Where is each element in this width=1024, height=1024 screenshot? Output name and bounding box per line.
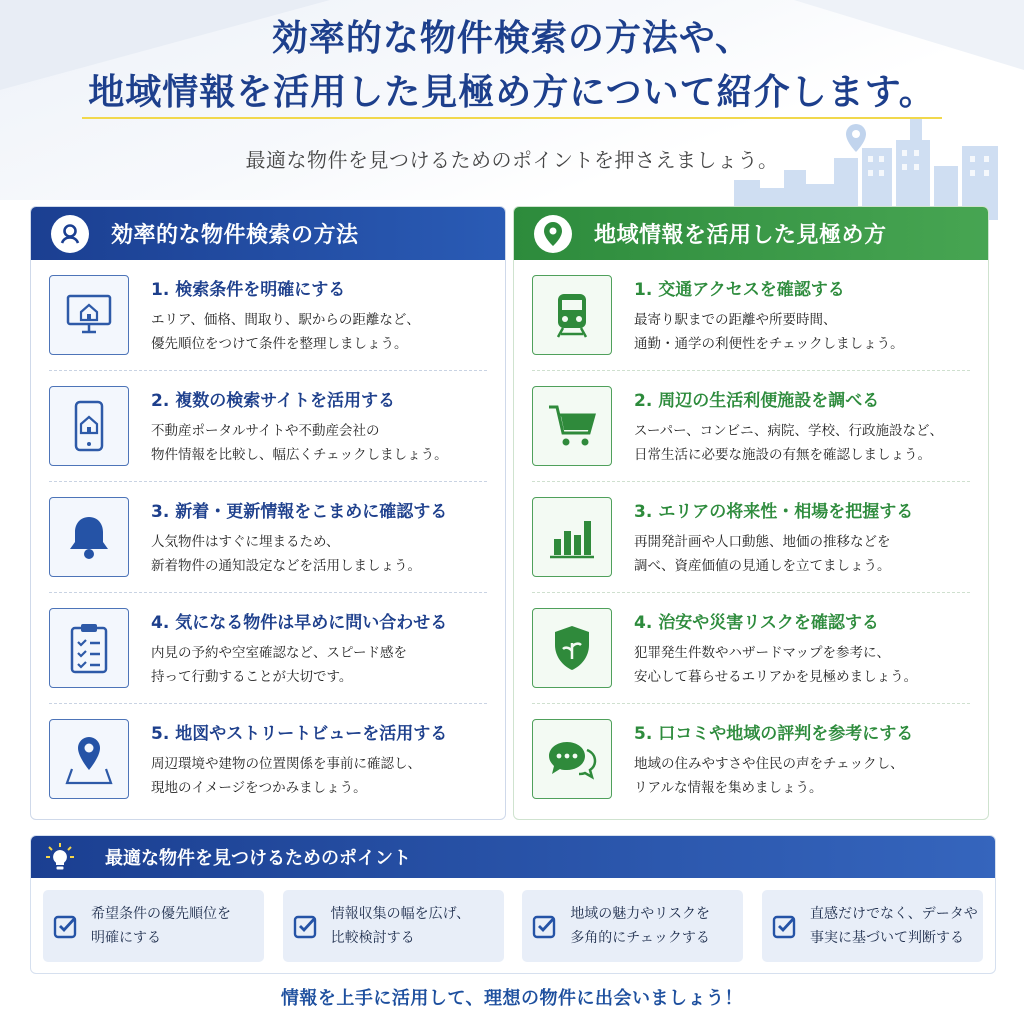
list-item xyxy=(532,260,970,371)
checkbox-icon xyxy=(772,913,798,939)
list-item xyxy=(49,482,487,593)
item-title: 1. 検索条件を明確にする xyxy=(151,279,346,300)
item-title: 3. エリアの将来性・相場を把握する xyxy=(634,501,914,522)
item-desc-line-2: 物件情報を比較し、幅広くチェックしましょう。 xyxy=(151,446,448,463)
chat-bubbles-icon xyxy=(532,719,612,799)
item-desc-line-1: 最寄り駅までの距離や所要時間、 xyxy=(634,311,837,328)
item-desc-line-2: 安心して暮らせるエリアかを見極めましょう。 xyxy=(634,668,918,685)
list-item xyxy=(532,704,970,814)
point-card xyxy=(43,890,264,962)
item-title: 5. 口コミや地域の評判を参考にする xyxy=(634,723,914,744)
clipboard-checklist-icon xyxy=(49,608,129,688)
shopping-cart-icon xyxy=(532,386,612,466)
point-line-2: 比較検討する xyxy=(330,930,415,946)
area-info-header xyxy=(514,207,988,260)
item-title: 4. 気になる物件は早めに問い合わせる xyxy=(151,612,448,633)
item-title: 3. 新着・更新情報をこまめに確認する xyxy=(151,501,448,522)
page-header xyxy=(0,14,1024,173)
item-title: 4. 治安や災害リスクを確認する xyxy=(634,612,879,633)
item-desc-line-1: スーパー、コンビニ、病院、学校、行政施設など、 xyxy=(634,422,944,439)
item-desc-line-2: 新着物件の通知設定などを活用しましょう。 xyxy=(151,557,421,574)
search-icon xyxy=(51,215,89,253)
point-line-2: 事実に基づいて判断する xyxy=(809,930,964,946)
item-desc-line-2: 日常生活に必要な施設の有無を確認しましょう。 xyxy=(634,446,931,463)
bell-icon xyxy=(49,497,129,577)
point-line-1: 情報収集の幅を広げ、 xyxy=(330,906,471,922)
search-methods-panel xyxy=(30,206,506,820)
point-card xyxy=(762,890,983,962)
item-desc-line-2: 持って行動することが大切です。 xyxy=(151,668,353,685)
lightbulb-icon xyxy=(45,842,75,872)
list-item xyxy=(532,593,970,704)
search-methods-heading: 効率的な物件検索の方法 xyxy=(111,223,359,248)
key-points-header xyxy=(31,836,995,878)
item-desc-line-2: 調べ、資産価値の見通しを立てましょう。 xyxy=(634,557,891,574)
page-subtitle: 最適な物件を見つけるためのポイントを押さえましょう。 xyxy=(245,148,779,172)
bar-chart-icon xyxy=(532,497,612,577)
train-icon xyxy=(532,275,612,355)
list-item xyxy=(532,482,970,593)
area-info-panel xyxy=(513,206,989,820)
list-item xyxy=(49,371,487,482)
list-item xyxy=(49,704,487,814)
smartphone-house-icon xyxy=(49,386,129,466)
list-item xyxy=(49,260,487,371)
shield-icon xyxy=(532,608,612,688)
point-card xyxy=(283,890,504,962)
computer-house-icon xyxy=(49,275,129,355)
location-pin-icon xyxy=(534,215,572,253)
list-item xyxy=(532,371,970,482)
checkbox-icon xyxy=(293,913,319,939)
item-title: 1. 交通アクセスを確認する xyxy=(634,279,845,300)
item-title: 2. 周辺の生活利便施設を調べる xyxy=(634,390,880,411)
point-card xyxy=(522,890,743,962)
item-desc-line-1: 犯罪発生件数やハザードマップを参考に、 xyxy=(634,644,890,661)
list-item xyxy=(49,593,487,704)
item-desc-line-1: 不動産ポータルサイトや不動産会社の xyxy=(151,422,380,439)
key-points-section xyxy=(30,835,996,974)
closing-message: 情報を上手に活用して、理想の物件に出会いましょう！ xyxy=(280,988,744,1009)
point-line-2: 多角的にチェックする xyxy=(570,930,710,946)
item-desc-line-2: 優先順位をつけて条件を整理しましょう。 xyxy=(151,335,408,352)
key-points-heading: 最適な物件を見つけるためのポイント xyxy=(105,848,411,869)
area-info-heading: 地域情報を活用した見極め方 xyxy=(594,223,887,248)
item-desc-line-2: 通勤・通学の利便性をチェックしましょう。 xyxy=(634,335,904,352)
item-desc-line-2: 現地のイメージをつかみましょう。 xyxy=(151,779,367,796)
checkbox-icon xyxy=(532,913,558,939)
point-line-1: 直感だけでなく、データや xyxy=(809,906,978,922)
page-title-line-1: 効率的な物件検索の方法や、 xyxy=(271,18,753,59)
search-methods-header xyxy=(31,207,505,260)
point-line-1: 地域の魅力やリスクを xyxy=(570,906,711,922)
item-desc-line-2: リアルな情報を集めましょう。 xyxy=(634,779,823,796)
page-title-line-2: 地域情報を活用した見極め方について紹介します。 xyxy=(82,69,941,119)
item-desc-line-1: 内見の予約や空室確認など、スピード感を xyxy=(151,644,407,661)
map-pin-icon xyxy=(49,719,129,799)
item-desc-line-1: 人気物件はすぐに埋まるため、 xyxy=(151,533,340,550)
item-desc-line-1: 地域の住みやすさや住民の声をチェックし、 xyxy=(634,755,904,772)
point-line-1: 希望条件の優先順位を xyxy=(91,906,231,922)
item-desc-line-1: 周辺環境や建物の位置関係を事前に確認し、 xyxy=(151,755,421,772)
item-desc-line-1: エリア、価格、間取り、駅からの距離など、 xyxy=(151,311,420,328)
item-title: 2. 複数の検索サイトを活用する xyxy=(151,390,396,411)
checkbox-icon xyxy=(53,913,79,939)
item-desc-line-1: 再開発計画や人口動態、地価の推移などを xyxy=(634,533,891,550)
point-line-2: 明確にする xyxy=(91,930,161,946)
item-title: 5. 地図やストリートビューを活用する xyxy=(151,723,448,744)
